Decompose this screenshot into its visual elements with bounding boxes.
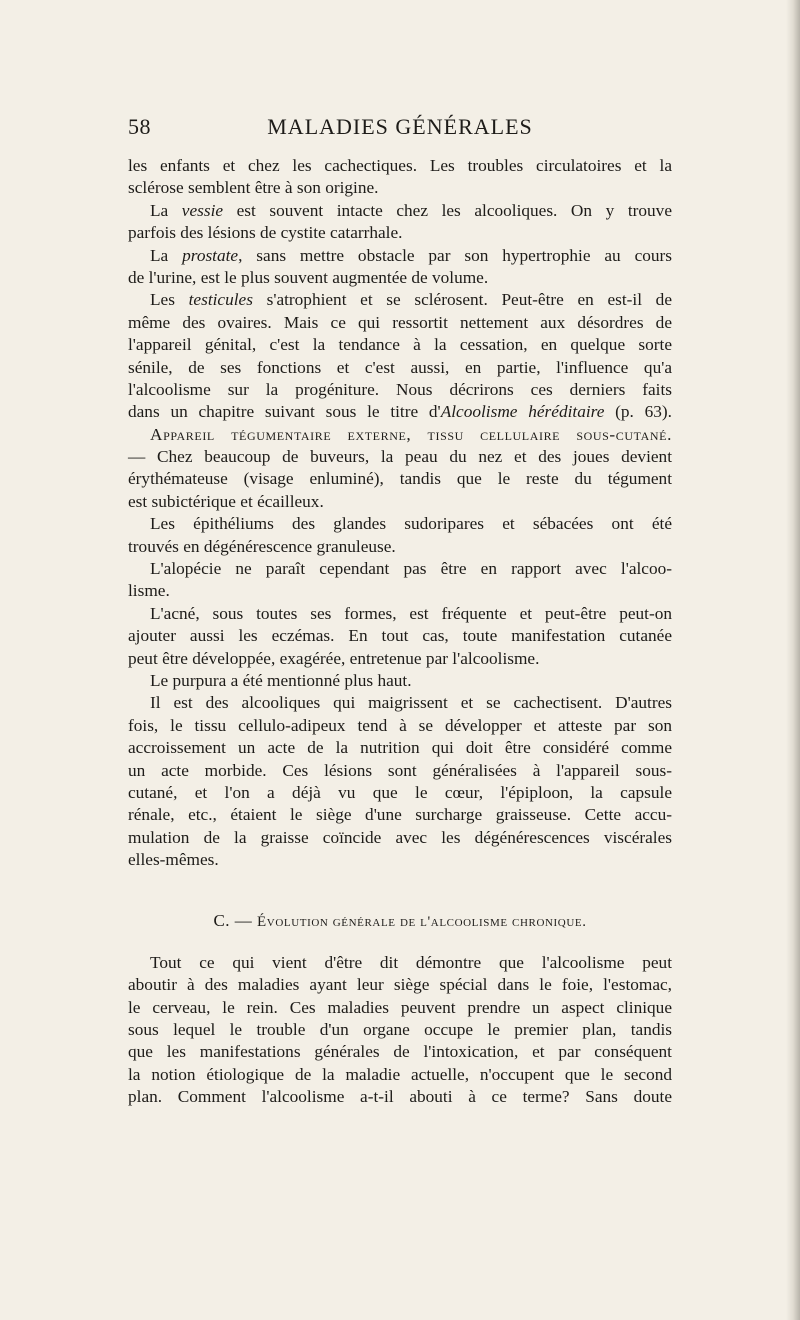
text-line: L'alopécie ne paraît cependant pas être en rapport avec l'alcoo- [150,559,672,579]
paragraph [128,670,672,692]
text-line: même des ovaires. Mais ce qui ressortit nettement aux désordres de [128,312,672,332]
text-line: mulation de la graisse coïncide avec les dégénérescences viscérales [128,827,672,847]
text-run: dans un chapitre suivant sous le titre d' [128,402,441,422]
text-line: sénile, de ses fonctions et c'est aussi, en partie, l'influence qu'a [128,357,672,377]
text-line: Il est des alcooliques qui maigrissent et se cachectisent. D'autres [150,693,672,713]
text-line: Le purpura a été mentionné plus haut. [150,670,412,690]
italic-term: testicules [188,290,253,310]
text-line: que les manifestations générales de l'intoxication, et par conséquent [128,1042,672,1062]
text-line: l'appareil génital, c'est la tendance à la cessation, en quelque sorte [128,335,672,355]
text-line: L'acné, sous toutes ses formes, est fréquente et peut-être peut-on [150,603,672,623]
text-line: rénale, etc., étaient le siège d'une surcharge graisseuse. Cette accu- [128,805,672,825]
page-edge-shadow [786,0,800,1320]
text-line: lisme. [128,581,170,601]
section-heading [128,910,672,933]
paragraph [128,692,672,871]
italic-term: prostate [182,245,239,265]
text-run: , sans mettre obstacle par son hypertrophie au cours [238,245,672,265]
paragraph [128,952,672,1109]
text-line: trouvés en dégénérescence granuleuse. [128,536,396,556]
text-line: de l'urine, est le plus souvent augmentée de volume. [128,267,489,287]
text-line: sclérose semblent être à son origine. [128,178,379,198]
subsection-heading: Appareil tégumentaire externe, tissu cellulaire sous-cutané. [150,424,672,444]
text-run: s'atrophient et se sclérosent. Peut-être en est-il de [252,290,672,310]
text-run: Les [150,290,189,310]
text-line [128,289,672,311]
paragraph [128,558,672,603]
text-line: plan. Comment l'alcoolisme a-t-il abouti à ce terme? Sans doute [128,1087,672,1107]
text-line [128,200,672,222]
text-line: la notion étiologique de la maladie actuelle, n'occupent que le second [128,1064,672,1084]
paragraph-vessie [128,200,672,245]
text-line: érythémateuse (visage enluminé), tandis que le reste du tégument [128,469,672,489]
page-number: 58 [128,114,151,139]
text-line [128,424,672,446]
paragraph-appareil-tegumentaire [128,424,672,514]
section-prefix: C. — [213,910,258,930]
italic-term: vessie [181,200,224,220]
text-line [128,401,672,423]
paragraph-prostate [128,245,672,290]
text-line: accroissement un acte de la nutrition qui doit être considéré comme [128,738,672,758]
text-line: — Chez beaucoup de buveurs, la peau du nez et des joues devient [128,447,672,467]
text-line: aboutir à des maladies ayant leur siège spécial dans le foie, l'estomac, [128,975,672,995]
text-run: La [150,200,182,220]
text-run: (p. 63). [604,402,672,422]
text-line: ajouter aussi les eczémas. En tout cas, toute manifestation cutanée [128,626,672,646]
text-line: est subictérique et écailleux. [128,491,324,511]
text-line: Tout ce qui vient d'être dit démontre que l'alcoolisme peut [150,952,672,972]
running-title: MALADIES GÉNÉRALES [267,114,533,139]
text-line: Les épithéliums des glandes sudoripares et sébacées ont été [150,514,672,534]
text-line: cutané, et l'on a déjà vu que le cœur, l'épiploon, la capsule [128,782,672,802]
text-line: le cerveau, le rein. Ces maladies peuvent prendre un aspect clinique [128,997,672,1017]
paragraph-testicules [128,289,672,423]
paragraph [128,155,672,200]
body-text [128,155,672,1109]
text-run: La [150,245,183,265]
text-line: l'alcoolisme sur la progéniture. Nous décrirons ces derniers faits [128,379,672,399]
section-title: Évolution générale de l'alcoolisme chronique. [257,913,587,930]
text-line: un acte morbide. Ces lésions sont généralisées à l'appareil sous- [128,760,672,780]
italic-reference: Alcoolisme héréditaire [440,402,605,422]
text-line: peut être développée, exagérée, entretenue par l'alcoolisme. [128,648,540,668]
text-line: fois, le tissu cellulo-adipeux tend à se développer et atteste par son [128,715,672,735]
page-header [128,114,672,144]
text-line: sous lequel le trouble d'un organe occupe le premier plan, tandis [128,1020,672,1040]
text-line: elles-mêmes. [128,850,219,870]
text-line: les enfants et chez les cachectiques. Les troubles circulatoires et la [128,156,672,175]
text-run: est souvent intacte chez les alcooliques. On y trouve [223,200,672,220]
text-line: parfois des lésions de cystite catarrhale. [128,223,403,243]
paragraph [128,603,672,670]
paragraph [128,513,672,558]
text-line [128,245,672,267]
